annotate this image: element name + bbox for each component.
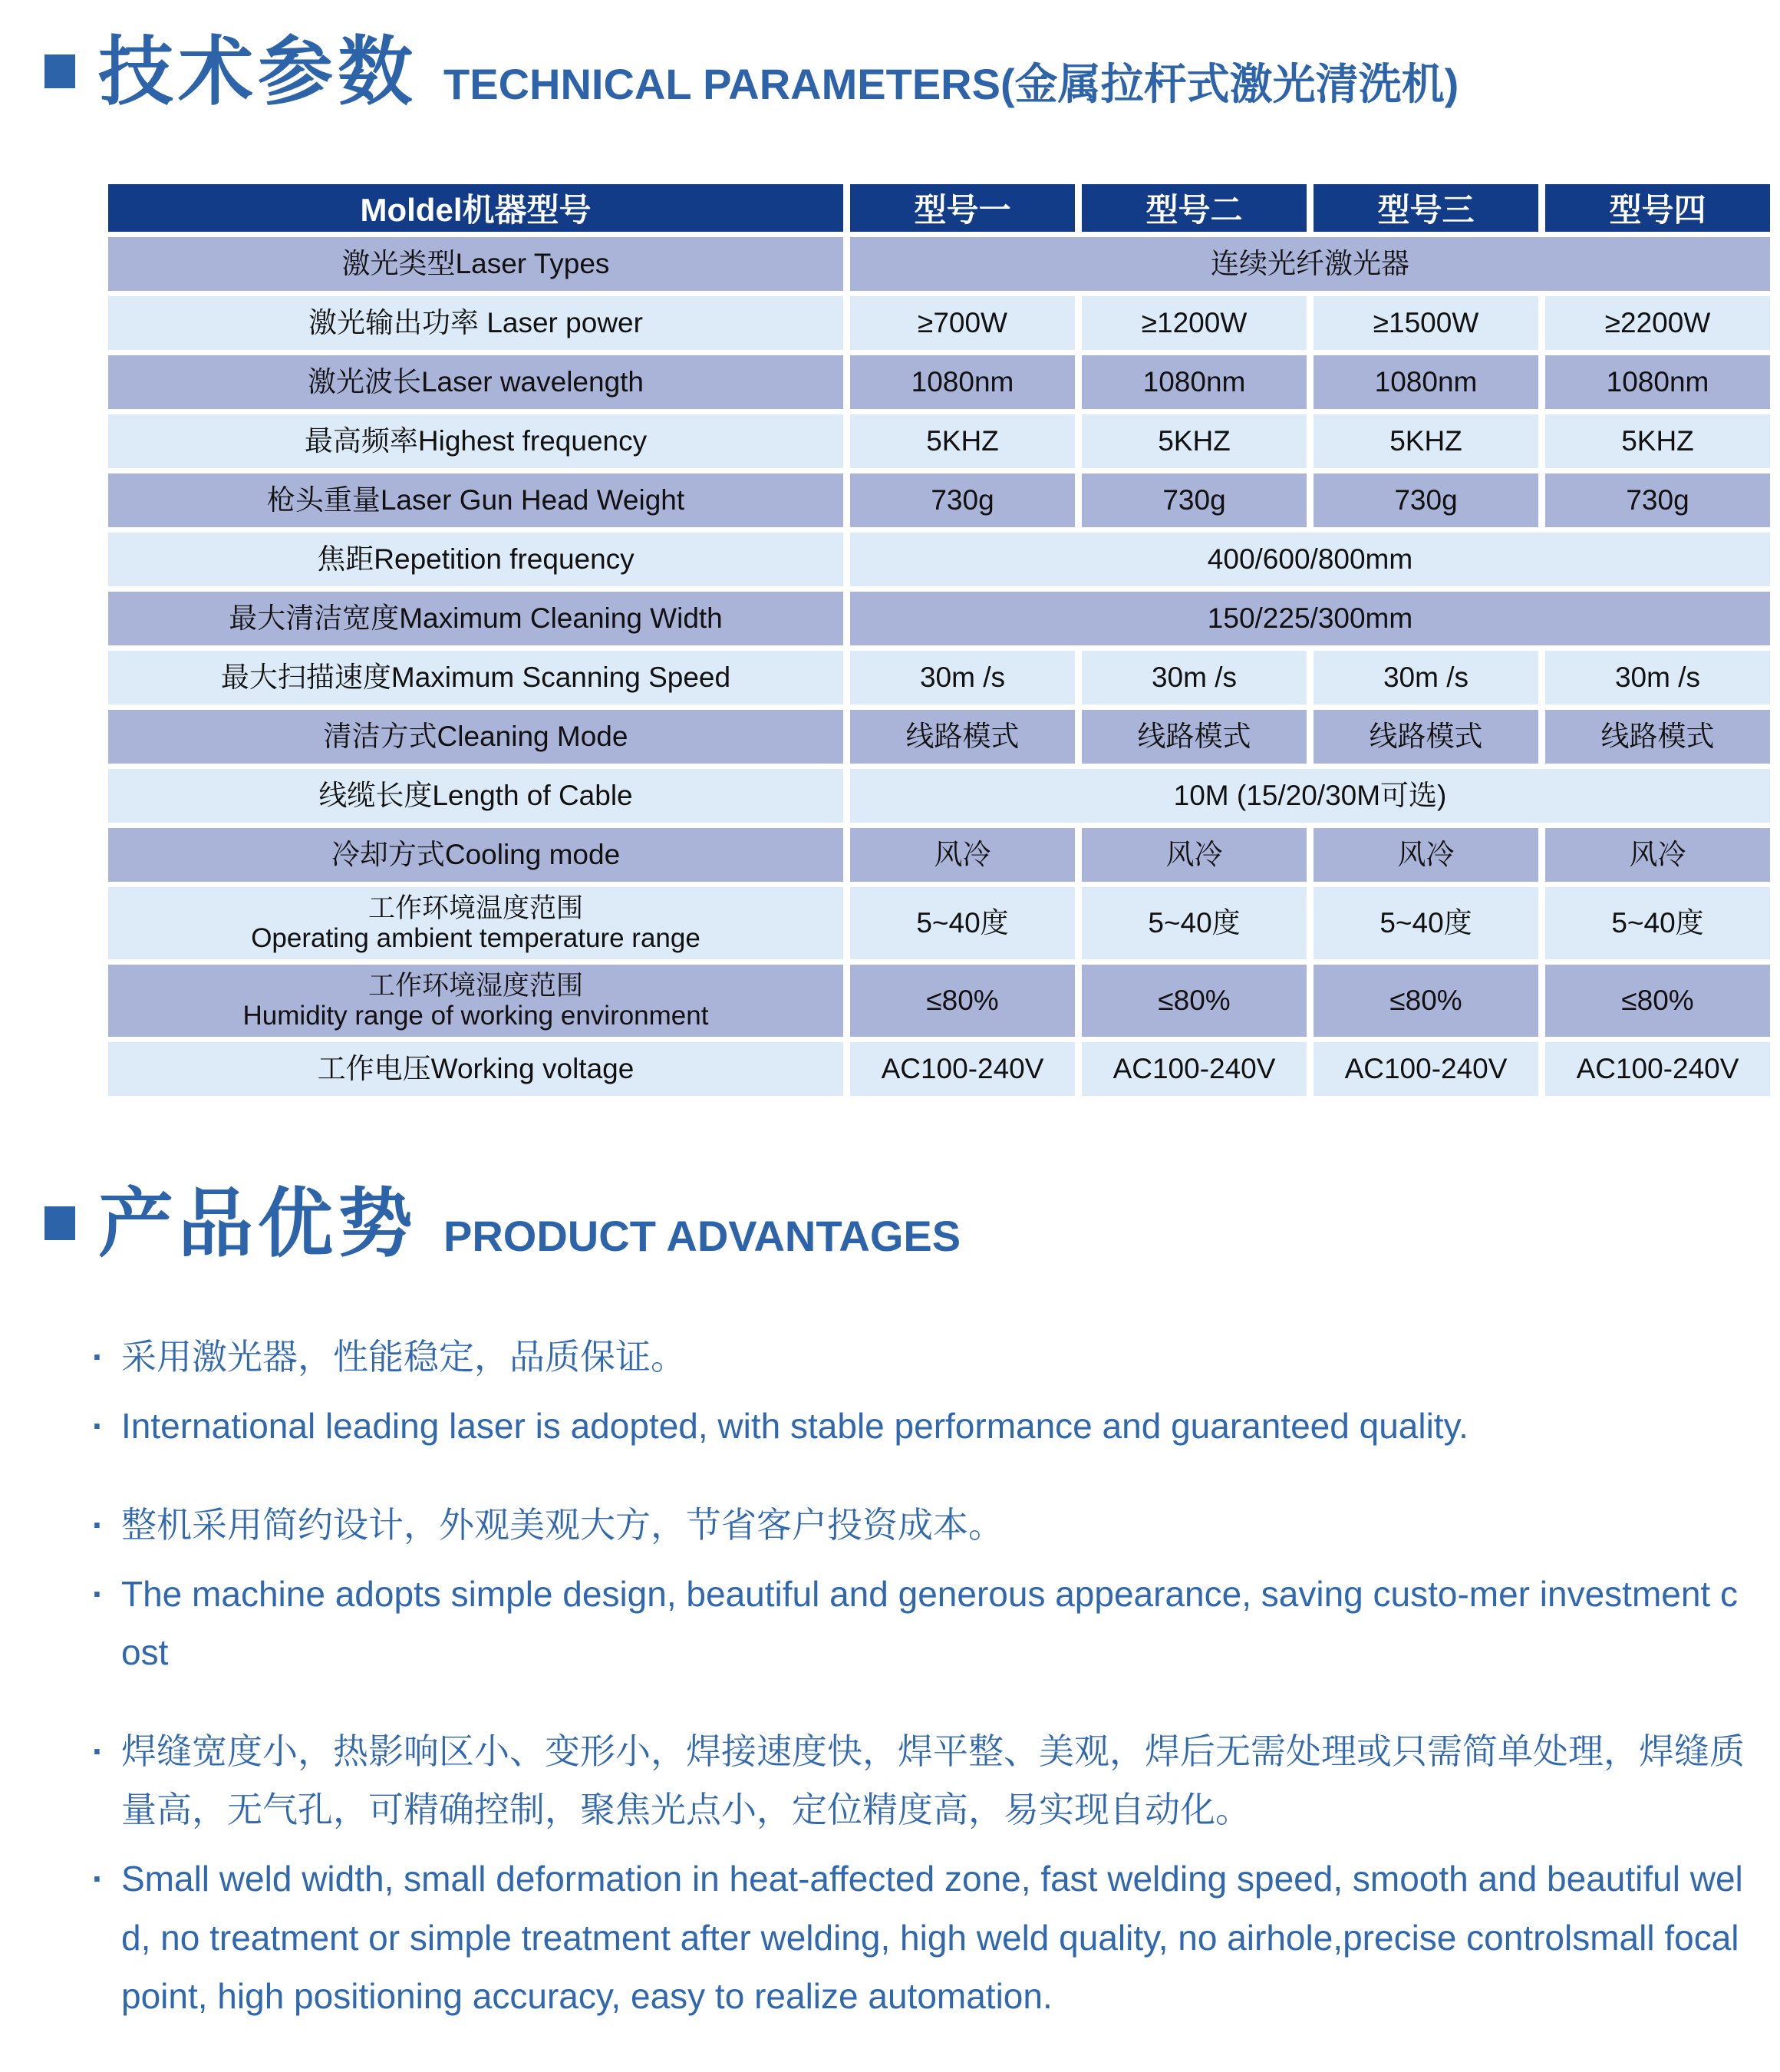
row-label-zh: 工作环境温度范围 (368, 892, 583, 923)
cell-value: 30m /s (1314, 651, 1538, 704)
parameter-row (108, 710, 1770, 764)
parameters-table-body (108, 237, 1770, 1096)
cell-value: 5~40度 (850, 887, 1075, 959)
cell-value: 730g (1314, 473, 1538, 527)
parameter-row (108, 651, 1770, 704)
cell-value: 风冷 (1545, 828, 1770, 882)
cell-value: 730g (1545, 473, 1770, 527)
cell-value: ≤80% (850, 965, 1075, 1037)
cell-value: 1080nm (1314, 355, 1538, 409)
row-label-zh: 工作环境湿度范围 (368, 970, 583, 1001)
parameter-row (108, 473, 1770, 527)
technical-parameters-heading (44, 0, 1780, 114)
cell-value: 30m /s (850, 651, 1075, 704)
cell-value: 730g (850, 473, 1075, 527)
technical-parameters-title-zh: 技术参数 (98, 29, 418, 114)
row-label: 激光波长Laser wavelength (108, 355, 843, 409)
parameter-row (108, 533, 1770, 586)
parameter-row (108, 769, 1770, 823)
parameters-table (101, 179, 1777, 1101)
row-label: 最大扫描速度Maximum Scanning Speed (108, 651, 843, 704)
cell-value-merged: 400/600/800mm (850, 533, 1770, 586)
cell-value: 风冷 (850, 828, 1075, 882)
column-header-model: Moldel机器型号 (108, 184, 843, 232)
section-marker-square (44, 54, 75, 88)
row-label (108, 887, 843, 959)
cell-value: 线路模式 (1082, 710, 1307, 764)
cell-value: ≥1200W (1082, 296, 1307, 350)
cell-value: 线路模式 (850, 710, 1075, 764)
cell-value: ≥700W (850, 296, 1075, 350)
row-label: 最大清洁宽度Maximum Cleaning Width (108, 592, 843, 645)
row-label (108, 965, 843, 1037)
parameter-row (108, 965, 1770, 1037)
advantage-item-en: · Small weld width, small deformation in heat-affected zone, fast welding speed, smooth and beautiful weld, no treatment or simple treatment after welding, high weld quality, no airhole,precise controlsmall focal point, high positioning accuracy, easy to realize automation. (91, 1849, 1749, 2025)
parameter-row (108, 592, 1770, 645)
advantage-item-en: · The machine adopts simple design, beautiful and generous appearance, saving custo-mer investment cost (91, 1565, 1749, 1682)
parameter-row (108, 1042, 1770, 1096)
cell-value: AC100-240V (850, 1042, 1075, 1096)
row-label: 焦距Repetition frequency (108, 533, 843, 586)
cell-value: 风冷 (1082, 828, 1307, 882)
cell-value: AC100-240V (1314, 1042, 1538, 1096)
cell-value: ≥2200W (1545, 296, 1770, 350)
row-label-en: Operating ambient temperature range (251, 922, 700, 953)
parameter-row (108, 355, 1770, 409)
advantage-item-zh: · 整机采用简约设计，外观美观大方，节省客户投资成本。 (91, 1496, 1749, 1554)
cell-value: 730g (1082, 473, 1307, 527)
cell-value-merged: 10M (15/20/30M可选) (850, 769, 1770, 823)
advantages-list (91, 1328, 1749, 2026)
cell-value: 30m /s (1545, 651, 1770, 704)
parameter-row (108, 237, 1770, 291)
cell-value: AC100-240V (1545, 1042, 1770, 1096)
cell-value: AC100-240V (1082, 1042, 1307, 1096)
technical-parameters-title-en: TECHNICAL PARAMETERS(金属拉杆式激光清洗机) (443, 60, 1459, 109)
column-header-type-1: 型号一 (850, 184, 1075, 232)
row-label: 线缆长度Length of Cable (108, 769, 843, 823)
cell-value: 5~40度 (1545, 887, 1770, 959)
table-header-row (108, 184, 1770, 232)
row-label: 工作电压Working voltage (108, 1042, 843, 1096)
cell-value-merged: 150/225/300mm (850, 592, 1770, 645)
cell-value: ≥1500W (1314, 296, 1538, 350)
parameter-row (108, 887, 1770, 959)
cell-value: 线路模式 (1545, 710, 1770, 764)
parameters-table-head (108, 184, 1770, 232)
cell-value: ≤80% (1545, 965, 1770, 1037)
section-marker-square (44, 1206, 75, 1240)
product-advantages-heading (44, 1180, 1780, 1265)
cell-value: 风冷 (1314, 828, 1538, 882)
row-label: 激光类型Laser Types (108, 237, 843, 291)
parameter-row (108, 414, 1770, 468)
product-advantages-title-en: PRODUCT ADVANTAGES (443, 1212, 961, 1261)
cell-value-merged: 连续光纤激光器 (850, 237, 1770, 291)
cell-value: ≤80% (1314, 965, 1538, 1037)
column-header-type-3: 型号三 (1314, 184, 1538, 232)
row-label-en: Humidity range of working environment (242, 1000, 709, 1031)
advantage-item-en: · International leading laser is adopted, with stable performance and guaranteed quality. (91, 1397, 1749, 1455)
column-header-type-4: 型号四 (1545, 184, 1770, 232)
parameter-row (108, 828, 1770, 882)
cell-value: 5KHZ (850, 414, 1075, 468)
cell-value: 1080nm (1082, 355, 1307, 409)
cell-value: 5KHZ (1082, 414, 1307, 468)
cell-value: 30m /s (1082, 651, 1307, 704)
cell-value: 1080nm (1545, 355, 1770, 409)
cell-value: 5~40度 (1082, 887, 1307, 959)
cell-value: 5KHZ (1545, 414, 1770, 468)
row-label: 冷却方式Cooling mode (108, 828, 843, 882)
product-advantages-title-zh: 产品优势 (98, 1180, 418, 1265)
row-label: 激光输出功率 Laser power (108, 296, 843, 350)
cell-value: 5~40度 (1314, 887, 1538, 959)
row-label: 清洁方式Cleaning Mode (108, 710, 843, 764)
cell-value: 线路模式 (1314, 710, 1538, 764)
cell-value: ≤80% (1082, 965, 1307, 1037)
advantage-item-zh: · 焊缝宽度小，热影响区小、变形小，焊接速度快，焊平整、美观，焊后无需处理或只需简单处理，焊缝质量高，无气孔，可精确控制，聚焦光点小，定位精度高，易实现自动化。 (91, 1722, 1749, 1839)
cell-value: 1080nm (850, 355, 1075, 409)
column-header-type-2: 型号二 (1082, 184, 1307, 232)
parameter-row (108, 296, 1770, 350)
cell-value: 5KHZ (1314, 414, 1538, 468)
row-label: 最高频率Highest frequency (108, 414, 843, 468)
advantage-item-zh: · 采用激光器，性能稳定，品质保证。 (91, 1328, 1749, 1386)
row-label: 枪头重量Laser Gun Head Weight (108, 473, 843, 527)
